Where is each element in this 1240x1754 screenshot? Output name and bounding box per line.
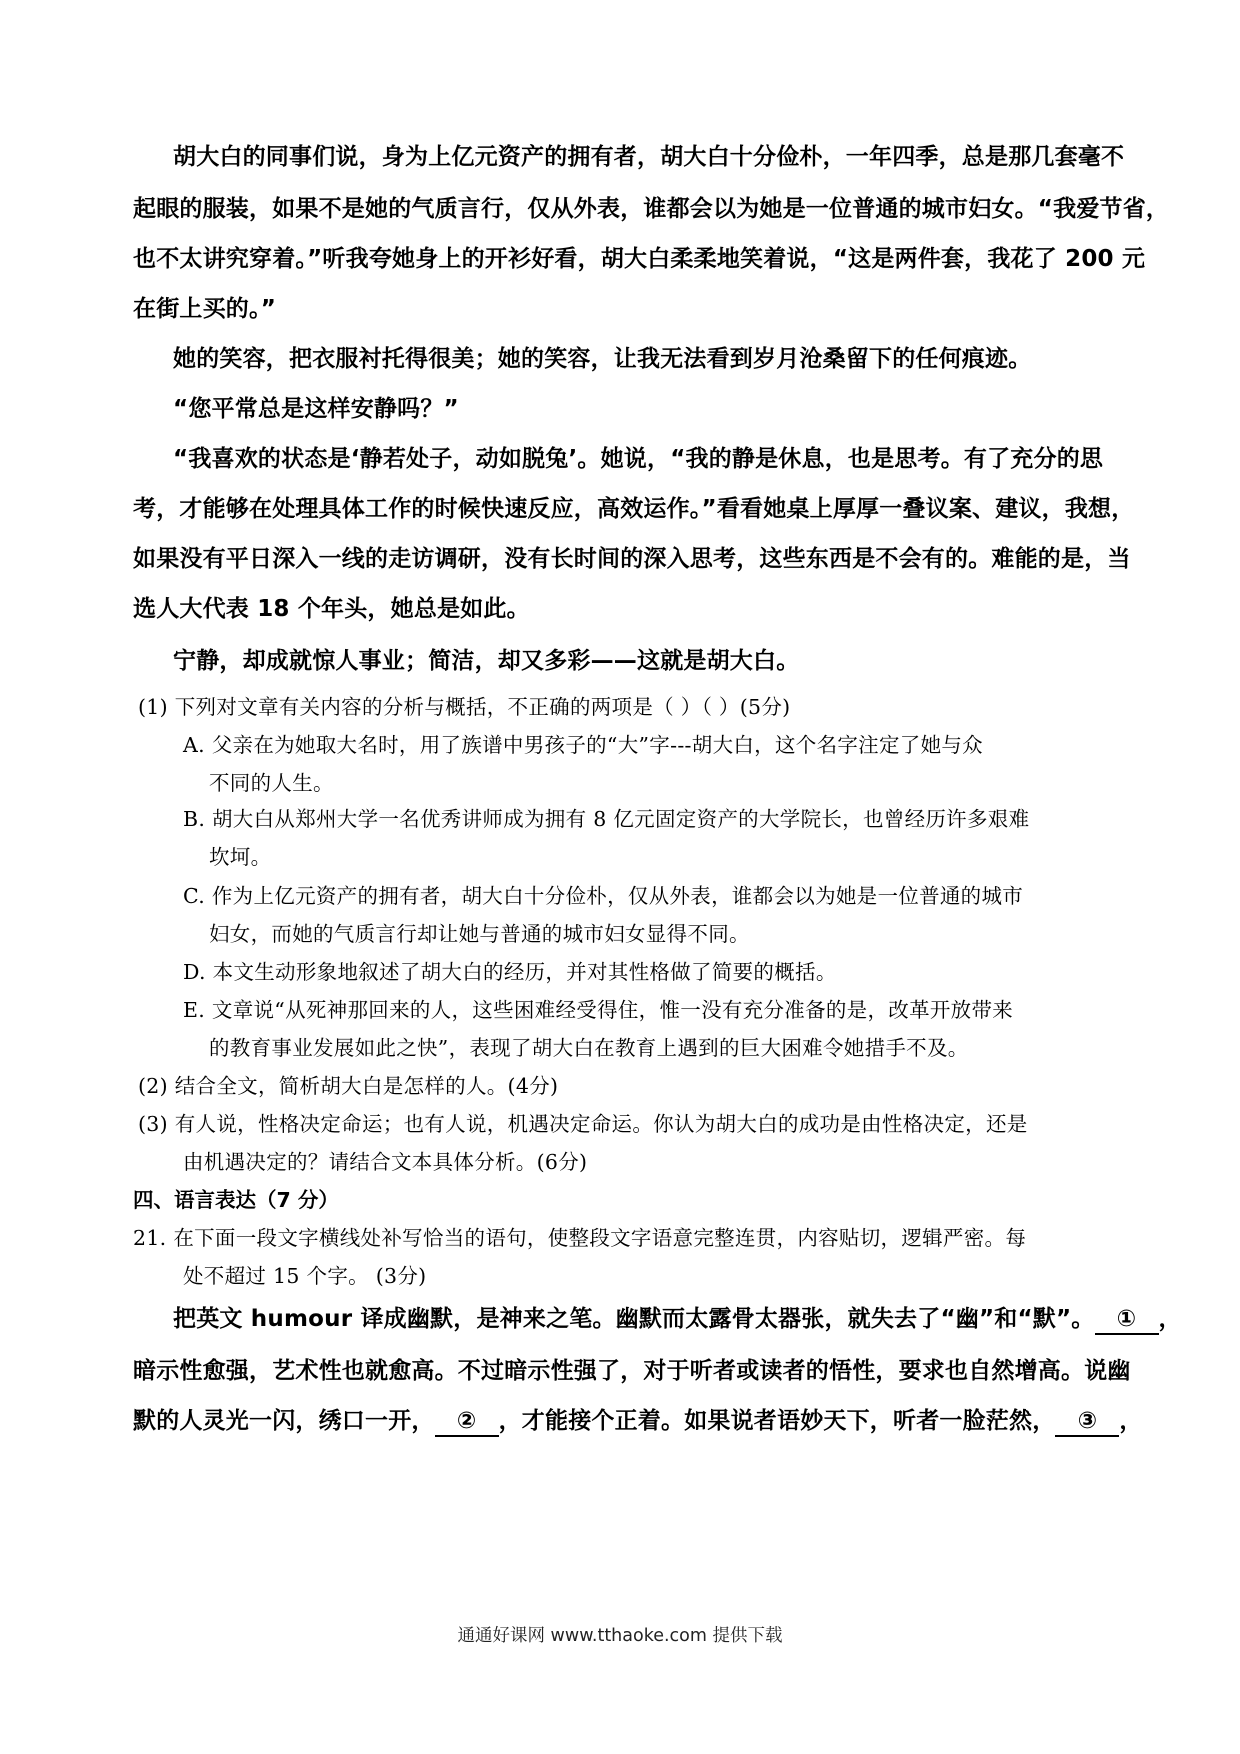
section-heading: 四、语言表达（7 分）: [133, 1188, 339, 1212]
passage-line: 起眼的服装，如果不是她的气质言行，仅从外表，谁都会以为她是一位普通的城市妇女。“我爱节省，: [133, 196, 1170, 222]
question-3-cont: 由机遇决定的？请结合文本具体分析。(6分): [183, 1150, 588, 1174]
passage-line: 选人大代表 18 个年头，她总是如此。: [133, 596, 530, 622]
passage-line: 她的笑容，把衣服衬托得很美；她的笑容，让我无法看到岁月沧桑留下的任何痕迹。: [173, 346, 1032, 372]
passage-line: [133, 1402, 1143, 1437]
option-e-cont: 的教育事业发展如此之快”，表现了胡大白在教育上遇到的巨大困难令她措手不及。: [209, 1036, 969, 1060]
passage-text: ，才能接个正着。如果说者语妙天下，听者一脸茫然，: [498, 1408, 1056, 1434]
passage-line: 胡大白的同事们说，身为上亿元资产的拥有者，胡大白十分俭朴，一年四季，总是那几套毫不: [173, 144, 1125, 170]
passage-text: 把英文 humour 译成幽默，是神来之笔。幽默而太露骨太器张，就失去了“幽”和“默”。: [173, 1306, 1095, 1332]
passage-line: [173, 1300, 1182, 1335]
passage-text: ，: [1158, 1306, 1182, 1332]
answer-blank-3[interactable]: ③: [1055, 1410, 1119, 1437]
answer-blank-1[interactable]: ①: [1095, 1308, 1159, 1335]
passage-line: 如果没有平日深入一线的走访调研，没有长时间的深入思考，这些东西是不会有的。难能的是，当: [133, 546, 1131, 572]
option-b: B. 胡大白从郑州大学一名优秀讲师成为拥有 8 亿元固定资产的大学院长，也曾经历许多艰难: [183, 807, 1030, 831]
option-b-cont: 坎坷。: [209, 845, 272, 869]
option-c: C. 作为上亿元资产的拥有者，胡大白十分俭朴，仅从外表，谁都会以为她是一位普通的城市: [183, 884, 1024, 908]
passage-line: 暗示性愈强，艺术性也就愈高。不过暗示性强了，对于听者或读者的悟性，要求也自然增高。说幽: [133, 1358, 1131, 1384]
passage-line: 也不太讲究穿着。”听我夸她身上的开衫好看，胡大白柔柔地笑着说，“这是两件套，我花了 200 元: [133, 246, 1146, 272]
question-21-cont: 处不超过 15 个字。 (3分): [183, 1264, 427, 1288]
answer-blank-2[interactable]: ②: [435, 1410, 499, 1437]
question-3: (3) 有人说，性格决定命运；也有人说，机遇决定命运。你认为胡大白的成功是由性格决定，还是: [138, 1112, 1028, 1136]
option-e: E. 文章说“从死神那回来的人，这些困难经受得住，惟一没有充分准备的是，改革开放带来: [183, 998, 1014, 1022]
passage-line: 在街上买的。”: [133, 296, 277, 322]
passage-line: 宁静，却成就惊人事业；简洁，却又多彩——这就是胡大白。: [173, 648, 800, 674]
option-a-cont: 不同的人生。: [209, 771, 334, 795]
question-21: 21. 在下面一段文字横线处补写恰当的语句，使整段文字语意完整连贯，内容贴切，逻辑严密。每: [133, 1226, 1027, 1250]
option-c-cont: 妇女，而她的气质言行却让她与普通的城市妇女显得不同。: [209, 922, 750, 946]
passage-text: ，: [1119, 1408, 1143, 1434]
footer-text: 通通好课网 www.tthaoke.com 提供下载: [457, 1626, 783, 1646]
question-1: (1) 下列对文章有关内容的分析与概括，不正确的两项是（ ）（ ）(5分): [138, 695, 791, 719]
passage-line: “您平常总是这样安静吗？”: [173, 396, 459, 422]
passage-text: 默的人灵光一闪，绣口一开，: [133, 1408, 435, 1434]
passage-line: 考，才能够在处理具体工作的时候快速反应，高效运作。”看看她桌上厚厚一叠议案、建议，我想，: [133, 496, 1135, 522]
passage-line: “我喜欢的状态是‘静若处子，动如脱兔’。她说，“我的静是休息，也是思考。有了充分的思: [173, 446, 1104, 472]
question-2: (2) 结合全文，简析胡大白是怎样的人。(4分): [138, 1074, 559, 1098]
option-d: D. 本文生动形象地叙述了胡大白的经历，并对其性格做了简要的概括。: [183, 960, 837, 984]
option-a: A. 父亲在为她取大名时，用了族谱中男孩子的“大”字---胡大白，这个名字注定了她与众: [183, 733, 983, 757]
